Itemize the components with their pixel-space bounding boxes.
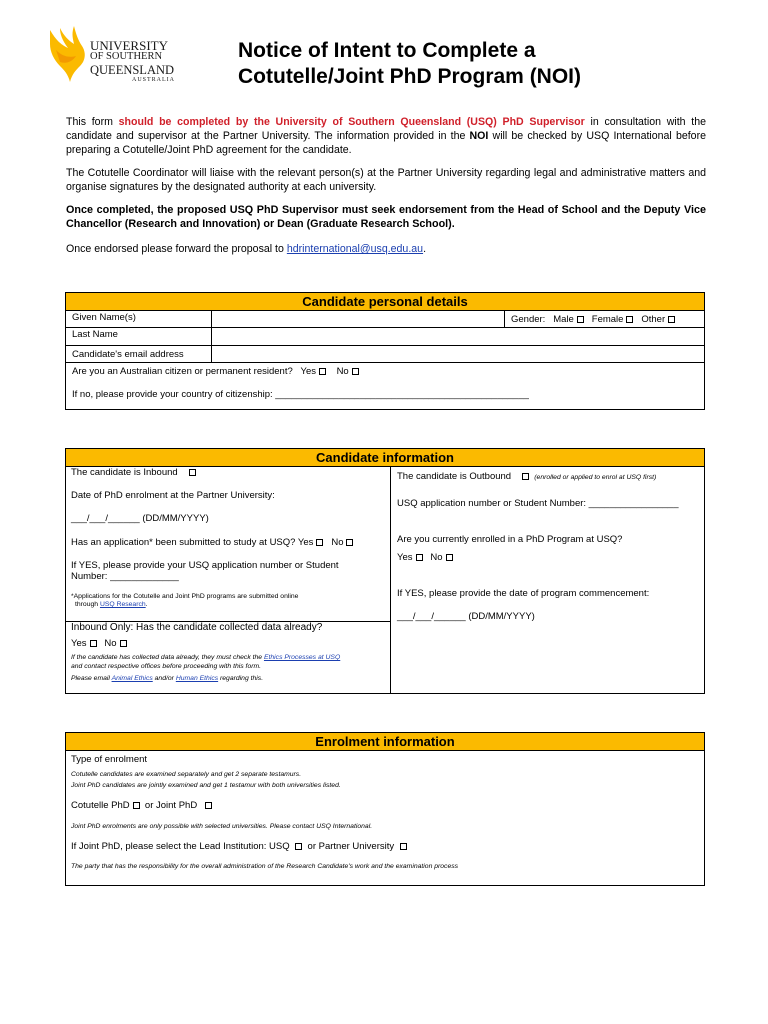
partner-university-label: or Partner University [307,841,395,852]
human-ethics-link[interactable]: Human Ethics [175,675,219,682]
intro-paragraph-4 [66,242,706,256]
inbound-checkbox[interactable] [189,469,196,476]
last-name-label: Last Name [72,329,118,340]
citizen-question-text: Are you an Australian citizen or permanent resident? [72,366,293,377]
data-yes-checkbox[interactable] [90,640,97,647]
application-no-checkbox[interactable] [346,539,353,546]
yes-label: Yes [397,552,413,563]
intro-text: in consultation with the candidate and supervisor at the Partner University. The information provided in the [66,116,706,142]
student-number-field[interactable]: Number: _____________ [71,571,179,582]
cotutelle-checkbox[interactable] [133,802,140,809]
citizen-yes-checkbox[interactable] [319,368,326,375]
personal-details-section [65,292,705,410]
email-link[interactable]: hdrinternational@usq.edu.au [286,243,424,255]
footnote-text: through [75,601,100,608]
enrolment-info-section [65,732,705,886]
ethics-text: regarding this. [218,675,264,682]
given-names-label: Given Name(s) [72,312,136,323]
ethics-note-1 [71,653,340,662]
application-yes-checkbox[interactable] [316,539,323,546]
male-checkbox[interactable] [577,316,584,323]
intro-paragraph-3: Once completed, the proposed USQ PhD Supervisor must seek endorsement from the Head of School and the Deputy Vice Chancellor (Research and Innovation) or Dean (Graduate Research School). [66,204,706,230]
email-field[interactable] [212,346,702,362]
given-names-field[interactable] [212,311,504,327]
ethics-note-2: and contact respective offices before proceeding with this form. [71,663,262,670]
data-collected-options [71,638,127,650]
joint-phd-label: or Joint PhD [144,800,198,811]
usq-phoenix-icon [46,26,90,82]
commencement-date-field[interactable]: ___/___/______ (DD/MM/YYYY) [397,611,535,622]
no-label: No [430,552,443,563]
lead-partner-checkbox[interactable] [400,843,407,850]
cotutelle-label: Cotutelle PhD [71,800,130,811]
ethics-text: Please email [71,675,112,682]
yes-label: Yes [300,366,316,377]
ethics-text: If the candidate has collected data already, they must check the [71,654,264,661]
enrolment-note-1: Cotutelle candidates are examined separately and get 2 separate testamurs. [71,771,302,778]
joint-phd-checkbox[interactable] [205,802,212,809]
enrolled-yes-checkbox[interactable] [416,554,423,561]
application-footnote: *Applications for the Cotutelle and Joint PhD programs are submitted online [71,593,299,600]
enrolled-no-checkbox[interactable] [446,554,453,561]
lead-institution-label: If Joint PhD, please select the Lead Institution: USQ [71,841,290,852]
if-yes-application-label: If YES, please provide your USQ application number or Student [71,560,339,571]
date-enrolment-field[interactable]: ___/___/______ (DD/MM/YYYY) [71,513,209,524]
intro-paragraph-2: The Cotutelle Coordinator will liaise with the relevant person(s) at the Partner University regarding legal and administrative matters and organise signatures by the designated authority at each university. [66,167,706,193]
enrolled-question: Are you currently enrolled in a PhD Program at USQ? [397,534,623,545]
citizen-no-checkbox[interactable] [352,368,359,375]
title-line-2: Cotutelle/Joint PhD Program (NOI) [238,65,582,88]
intro-paragraph-1 [66,115,706,157]
intro-text: This form [66,116,119,128]
enrolment-type-label: Type of enrolment [71,754,148,765]
ethics-text: and/or [152,675,176,682]
intro-text: will be checked by USQ International before preparing a Cotutelle/Joint PhD agreement for the candidate. [66,130,706,156]
footnote-text: . [145,601,148,608]
outbound-note: (enrolled or applied to enrol at USQ first) [534,474,657,481]
male-label: Male [553,314,574,325]
title-line-1: Notice of Intent to Complete a [238,39,536,62]
other-checkbox[interactable] [668,316,675,323]
inbound-only-question: Inbound Only: Has the candidate collected data already? [71,622,323,633]
intro-text: . [423,243,427,255]
lead-institution-options [71,841,407,853]
enrolment-note-2: Joint PhD candidates are jointly examined and get 1 testamur with both universities listed. [71,782,341,789]
logo-line-3: QUEENSLAND [90,63,175,77]
enrolment-type-options [71,800,212,812]
female-label: Female [591,314,624,325]
usq-application-field[interactable]: USQ application number or Student Number: _________________ [397,498,679,509]
usq-logo [46,26,196,86]
yes-label: Yes [71,638,87,649]
gender-field [511,314,675,326]
usq-research-link[interactable]: USQ Research [99,601,146,608]
enrolment-note-4: The party that has the responsibility for the overall administration of the Research Candidate's work and the examination process [71,863,459,870]
lead-usq-checkbox[interactable] [295,843,302,850]
gender-label: Gender: [511,314,546,325]
no-label: No [331,537,344,548]
outbound-option [397,471,656,484]
application-footnote-2 [75,600,148,609]
enrolment-info-header: Enrolment information [66,733,704,751]
inbound-label: The candidate is Inbound [71,467,178,478]
logo-line-1: UNIVERSITY [90,38,168,53]
country-citizenship-field[interactable]: If no, please provide your country of citizenship: ________________________________________________ [72,389,529,400]
candidate-info-section [65,448,705,694]
female-checkbox[interactable] [626,316,633,323]
intro-text: Once endorsed please forward the proposal to [66,243,287,255]
other-label: Other [641,314,666,325]
application-question-text: Has an application* been submitted to study at USQ? Yes [71,537,314,548]
citizen-question [72,366,359,378]
no-label: No [104,638,117,649]
date-enrolment-label: Date of PhD enrolment at the Partner University: [71,490,275,501]
candidate-info-header: Candidate information [66,449,704,467]
logo-line-4: AUSTRALIA [132,77,175,83]
no-label: No [336,366,349,377]
last-name-field[interactable] [212,328,702,345]
page-title [238,38,718,90]
enrolled-options [397,552,453,564]
outbound-checkbox[interactable] [522,473,529,480]
outbound-label: The candidate is Outbound [397,471,512,482]
email-label: Candidate's email address [72,349,184,360]
ethics-note-3 [71,674,263,683]
logo-line-2: OF SOUTHERN [90,51,163,62]
application-question [71,537,353,549]
commencement-label: If YES, please provide the date of program commencement: [397,588,650,599]
personal-details-header: Candidate personal details [66,293,704,311]
ethics-processes-link[interactable]: Ethics Processes at USQ [263,654,341,661]
animal-ethics-link[interactable]: Animal Ethics [111,675,153,682]
intro-noi: NOI [469,130,489,142]
intro-red-text: should be completed by the University of Southern Queensland (USQ) PhD Supervisor [118,116,585,128]
data-no-checkbox[interactable] [120,640,127,647]
enrolment-note-3: Joint PhD enrolments are only possible with selected universities. Please contact USQ International. [71,823,373,830]
inbound-option [71,467,196,479]
